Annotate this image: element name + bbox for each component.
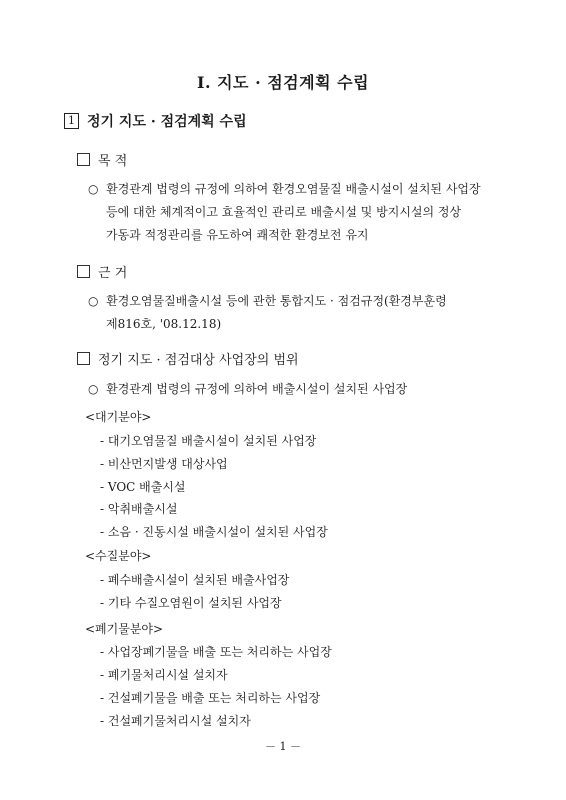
checkbox-square-icon [77,352,90,365]
list-item: - VOC 배출시설 [100,480,186,494]
purpose-heading-label: 목 적 [98,154,128,169]
list-item: - 사업장폐기물을 배출 또는 처리하는 사업장 [100,645,332,659]
list-item: - 폐수배출시설이 설치된 배출사업장 [100,573,290,587]
basis-heading-label: 근 거 [98,266,128,281]
section-number-box: 1 [64,113,79,129]
circle-bullet-icon: ○ [88,182,99,196]
page-title: Ⅰ. 지도 · 점검계획 수립 [196,73,370,92]
scope-intro-text: 환경관계 법령의 규정에 의하여 배출시설이 설치된 사업장 [106,382,408,396]
basis-heading [77,262,127,281]
section-title: 정기 지도 · 점검계획 수립 [87,114,247,130]
section-heading [64,111,247,131]
list-item: - 악취배출시설 [100,502,178,516]
checkbox-square-icon [77,265,90,278]
purpose-text-2: 등에 대한 체계적이고 효율적인 관리로 배출시설 및 방지시설의 정상 [106,205,462,219]
list-item: - 기타 수질오염원이 설치된 사업장 [100,596,282,610]
basis-text-2: 제816호, '08.12.18) [106,317,222,331]
basis-line-1 [88,292,447,309]
list-item: - 건설폐기물을 배출 또는 처리하는 사업장 [100,691,321,705]
list-item: - 소음 · 진동시설 배출시설이 설치된 사업장 [100,525,328,539]
basis-text-1: 환경오염물질배출시설 등에 관한 통합지도 · 점검규정(환경부훈령 [106,294,447,308]
list-item: - 비산먼지발생 대상사업 [100,457,228,471]
list-item: - 폐기물처리시설 설치자 [100,668,228,682]
list-item: - 대기오염물질 배출시설이 설치된 사업장 [100,434,317,448]
checkbox-square-icon [77,153,90,166]
purpose-text-3: 가동과 적정관리를 유도하여 쾌적한 환경보전 유지 [106,228,369,242]
scope-heading [77,349,299,368]
circle-bullet-icon: ○ [88,294,99,308]
category-label-waste: <폐기물분야> [85,622,164,636]
scope-intro-line [88,380,407,397]
purpose-heading [77,150,127,169]
page-number: － 1 － [265,740,301,753]
scope-heading-label: 정기 지도 · 점검대상 사업장의 범위 [98,353,299,368]
purpose-text-1: 환경관계 법령의 규정에 의하여 환경오염물질 배출시설이 설치된 사업장 [106,182,481,196]
circle-bullet-icon: ○ [88,382,99,396]
list-item: - 건설폐기물처리시설 설치자 [100,714,251,728]
category-label-water: <수질분야> [85,549,152,563]
category-label-air: <대기분야> [85,410,152,424]
purpose-line-1 [88,180,481,197]
